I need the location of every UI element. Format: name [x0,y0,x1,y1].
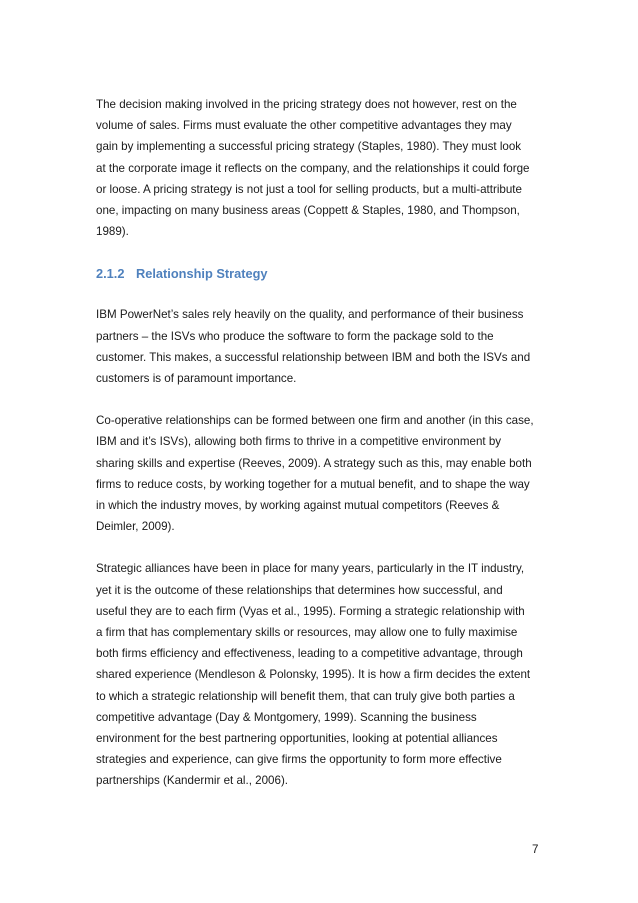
paragraph-pricing-strategy [96,94,542,242]
paragraph-strategic-alliances [96,558,542,791]
text-line: competitive advantage (Day & Montgomery, 1999). Scanning the business [96,710,477,724]
text-line: useful they are to each firm (Vyas et al., 1995). Forming a strategic relationship with [96,604,525,618]
page-content [96,90,542,792]
text-line: customer. This makes, a successful relationship between IBM and both the ISVs and [96,350,531,364]
section-title: Relationship Strategy [136,266,268,282]
paragraph-spacer [96,389,542,410]
text-line: volume of sales. Firms must evaluate the other competitive advantages they may [96,119,512,133]
text-line: partnerships (Kandermir et al., 2006). [96,774,289,788]
text-line: IBM PowerNet’s sales rely heavily on the quality, and performance of their business [96,308,524,322]
text-line: shared experience (Mendleson & Polonsky, 1995). It is how a firm decides the extent [96,668,531,682]
text-line: yet it is the outcome of these relationships that determines how successful, and [96,583,503,597]
text-line: Strategic alliances have been in place for many years, particularly in the IT industry, [96,562,525,576]
text-line: at the corporate image it reflects on the company, and the relationships it could forge [96,161,530,175]
text-line: firms to reduce costs, by working together for a mutual benefit, and to shape the way [96,477,530,491]
paragraph-partners [96,304,542,389]
text-line: sharing skills and expertise (Reeves, 2009). A strategy such as this, may enable both [96,456,532,470]
page-number: 7 [532,843,539,856]
text-line: in which the industry moves, by working against mutual competitors (Reeves & [96,499,500,513]
text-line: Deimler, 2009). [96,520,175,534]
text-line: both firms efficiency and effectiveness, leading to a competitive advantage, through [96,647,523,661]
paragraph-spacer [96,537,542,558]
text-line: one, impacting on many business areas (Coppett & Staples, 1980, and Thompson, [96,204,520,218]
text-line: gain by implementing a successful pricing strategy (Staples, 1980). They must look [96,140,522,154]
text-line: a firm that has complementary skills or resources, may allow one to fully maximise [96,626,518,640]
text-line: Co-operative relationships can be formed between one firm and another (in this case, [96,414,534,428]
text-line: strategies and experience, can give firms the opportunity to form more effective [96,753,502,767]
text-line: 1989). [96,225,129,239]
text-line: The decision making involved in the pricing strategy does not however, rest on the [96,98,517,111]
section-number: 2.1.2 [96,266,125,282]
text-line: customers is of paramount importance. [96,372,297,386]
text-line: environment for the best partnering opportunities, looking at potential alliances [96,732,498,746]
text-line: partners – the ISVs who produce the software to form the package sold to the [96,329,494,343]
text-line: to which a strategic relationship will benefit them, that can truly give both parties a [96,689,515,703]
text-line: or loose. A pricing strategy is not just a tool for selling products, but a multi-attribute [96,182,522,196]
paragraph-cooperative [96,410,542,537]
section-heading [96,264,542,284]
text-line: IBM and it’s ISVs), allowing both firms to thrive in a competitive environment by [96,435,502,449]
